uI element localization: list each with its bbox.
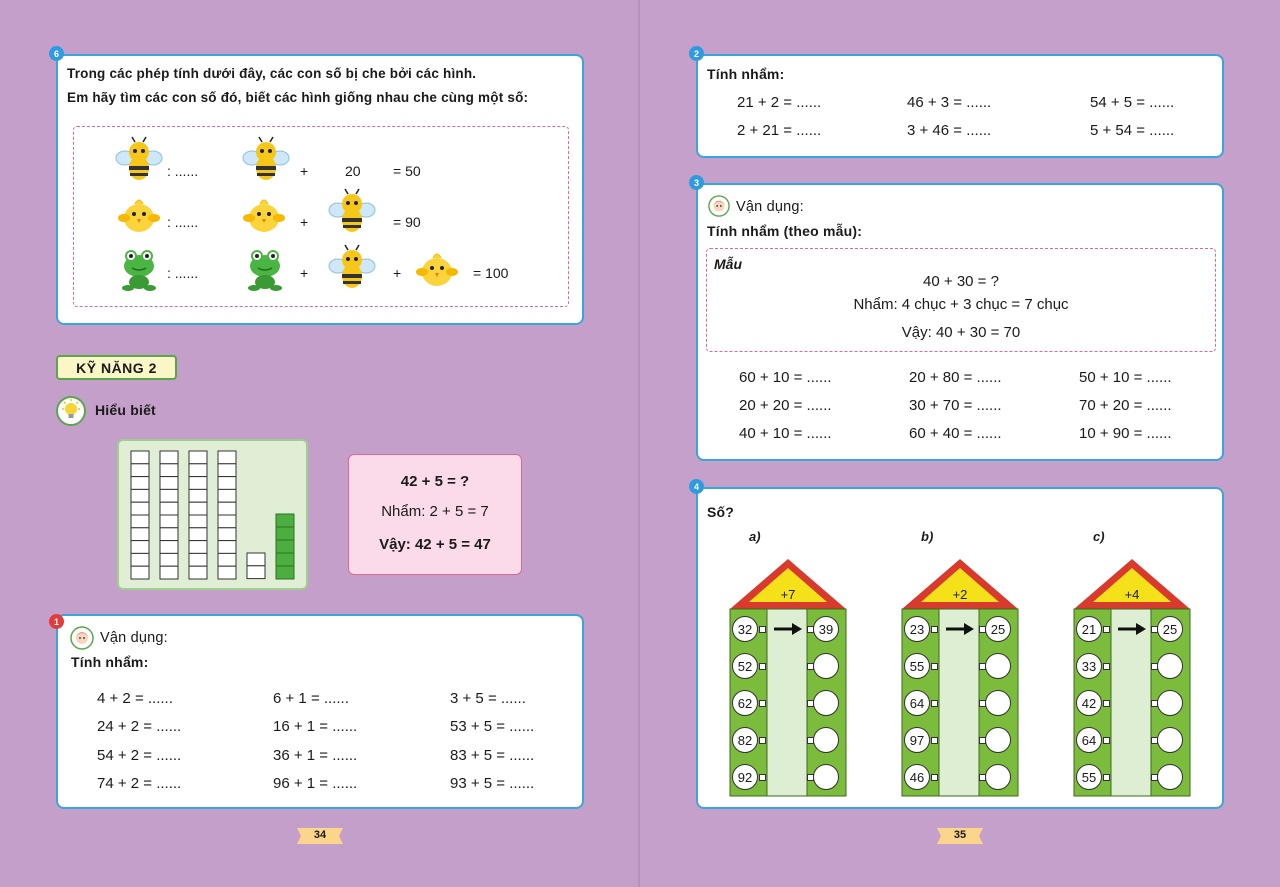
ten-rod-cell <box>160 553 178 566</box>
output-number-circle: 39 <box>813 616 839 642</box>
connector <box>931 700 938 707</box>
exercise-2-badge: 2 <box>689 46 704 61</box>
ten-rod-cell <box>189 541 207 554</box>
house-label: a) <box>749 529 761 544</box>
girl-avatar-icon <box>70 626 94 650</box>
input-number-circle: 64 <box>904 690 930 716</box>
exercise-6-line1: Trong các phép tính dưới đây, các con số bị che bởi các hình. <box>67 66 477 81</box>
green-unit-cube <box>276 566 294 579</box>
exercise-1-task: Tính nhẩm: <box>71 654 149 670</box>
output-answer-blank[interactable] <box>1157 764 1183 790</box>
equation: 93 + 5 = ...... <box>450 775 535 792</box>
output-answer-blank[interactable] <box>1157 653 1183 679</box>
output-answer-blank[interactable] <box>1157 727 1183 753</box>
sample-line2: Nhẩm: 4 chục + 3 chục = 7 chục <box>853 296 1069 313</box>
input-number-circle: 62 <box>732 690 758 716</box>
ten-rod-cell <box>160 566 178 579</box>
equation: 46 + 3 = ...... <box>907 94 992 111</box>
connector <box>931 626 938 633</box>
equation: 24 + 2 = ...... <box>97 718 182 735</box>
ten-rod-cell <box>131 566 149 579</box>
output-answer-blank[interactable] <box>985 727 1011 753</box>
puzzle-row1-plus: + <box>300 163 309 179</box>
input-number-circle: 23 <box>904 616 930 642</box>
output-answer-blank[interactable] <box>813 653 839 679</box>
green-unit-cube <box>276 527 294 540</box>
green-unit-cube <box>276 553 294 566</box>
ten-rod-cell <box>189 515 207 528</box>
ten-rod-cell <box>131 464 149 477</box>
ten-rod-cell <box>189 528 207 541</box>
equation: 21 + 2 = ...... <box>737 94 822 111</box>
equation: 36 + 1 = ...... <box>273 747 358 764</box>
page-number-right: 35 <box>953 829 967 841</box>
sample-line1: 40 + 30 = ? <box>923 273 999 290</box>
exercise-2-task: Tính nhẩm: <box>707 66 785 82</box>
ten-rod-cell <box>218 477 236 490</box>
puzzle-row1-number: 20 <box>345 163 361 179</box>
arrow-right-icon <box>945 623 975 635</box>
ten-rod-cell <box>160 515 178 528</box>
equation: 16 + 1 = ...... <box>273 718 358 735</box>
ten-rod-cell <box>218 566 236 579</box>
exercise-4-task: Số? <box>707 504 735 520</box>
equation: 3 + 46 = ...... <box>907 122 992 139</box>
chick-icon <box>242 194 286 236</box>
example-line2: Nhẩm: 2 + 5 = 7 <box>381 503 489 520</box>
connector <box>1103 774 1110 781</box>
ten-rod-cell <box>160 528 178 541</box>
input-number-circle: 33 <box>1076 653 1102 679</box>
frog-icon <box>118 244 160 292</box>
ten-rod-cell <box>218 553 236 566</box>
output-answer-blank[interactable] <box>1157 690 1183 716</box>
equation: 54 + 5 = ...... <box>1090 94 1175 111</box>
equation: 3 + 5 = ...... <box>450 690 526 707</box>
output-answer-blank[interactable] <box>985 764 1011 790</box>
ten-rod-cell <box>160 502 178 515</box>
equation: 70 + 20 = ...... <box>1079 397 1172 414</box>
ten-rod-cell <box>189 489 207 502</box>
equation: 20 + 80 = ...... <box>909 369 1002 386</box>
house-operation: +4 <box>1124 587 1140 602</box>
equation: 74 + 2 = ...... <box>97 775 182 792</box>
input-number-circle: 52 <box>732 653 758 679</box>
connector <box>759 700 766 707</box>
input-number-circle: 97 <box>904 727 930 753</box>
sample-label: Mẫu <box>714 256 742 272</box>
arrow-right-icon <box>773 623 803 635</box>
connector <box>759 626 766 633</box>
connector <box>1103 700 1110 707</box>
output-answer-blank[interactable] <box>813 727 839 753</box>
ten-rod-cell <box>131 489 149 502</box>
arrow-right-icon <box>1117 623 1147 635</box>
skill-tag: KỸ NĂNG 2 <box>56 355 177 380</box>
house-label: c) <box>1093 529 1105 544</box>
unit-cube <box>247 566 265 579</box>
input-number-circle: 92 <box>732 764 758 790</box>
puzzle-row3-plus2: + <box>393 265 402 281</box>
exercise-6-line2: Em hãy tìm các con số đó, biết các hình giống nhau che cùng một số: <box>67 90 529 105</box>
base-ten-blocks <box>117 439 308 590</box>
ten-rod-cell <box>189 502 207 515</box>
input-number-circle: 64 <box>1076 727 1102 753</box>
output-answer-blank[interactable] <box>813 764 839 790</box>
equation: 30 + 70 = ...... <box>909 397 1002 414</box>
girl-avatar-icon <box>708 195 730 217</box>
ten-rod-cell <box>160 541 178 554</box>
ten-rod-cell <box>189 566 207 579</box>
exercise-3-badge: 3 <box>689 175 704 190</box>
exercise-3-task: Tính nhẩm (theo mẫu): <box>707 223 863 239</box>
ten-rod-cell <box>131 528 149 541</box>
equation: 60 + 40 = ...... <box>909 425 1002 442</box>
green-unit-cube <box>276 540 294 553</box>
house-label: b) <box>921 529 934 544</box>
ten-rod-cell <box>189 464 207 477</box>
equation: 96 + 1 = ...... <box>273 775 358 792</box>
ten-rod-cell <box>160 477 178 490</box>
input-number-circle: 46 <box>904 764 930 790</box>
connector <box>759 663 766 670</box>
connector <box>1103 626 1110 633</box>
connector <box>931 663 938 670</box>
exercise-3-card <box>696 183 1224 461</box>
understand-heading: Hiểu biết <box>95 402 156 418</box>
example-line1: 42 + 5 = ? <box>400 473 470 490</box>
equation: 83 + 5 = ...... <box>450 747 535 764</box>
bee-icon <box>328 244 376 292</box>
ten-rod-cell <box>218 528 236 541</box>
equation: 40 + 10 = ...... <box>739 425 832 442</box>
puzzle-row3-plus1: + <box>300 265 309 281</box>
bee-icon <box>328 188 376 236</box>
bee-icon <box>242 136 290 184</box>
ten-rod-cell <box>218 515 236 528</box>
output-number-circle: 25 <box>1157 616 1183 642</box>
bee-icon <box>115 136 163 184</box>
equation: 53 + 5 = ...... <box>450 718 535 735</box>
input-number-circle: 82 <box>732 727 758 753</box>
ten-rod-cell <box>131 502 149 515</box>
chick-icon <box>415 248 459 290</box>
example-line3: Vậy: 42 + 5 = 47 <box>379 536 491 553</box>
output-answer-blank[interactable] <box>813 690 839 716</box>
ten-rod-cell <box>218 451 236 464</box>
ten-rod-cell <box>131 477 149 490</box>
puzzle-row3-blank: : ...... <box>167 265 199 281</box>
exercise-4-badge: 4 <box>689 479 704 494</box>
ten-rod-cell <box>131 515 149 528</box>
ten-rod-cell <box>189 553 207 566</box>
connector <box>759 774 766 781</box>
input-number-circle: 55 <box>1076 764 1102 790</box>
green-unit-cube <box>276 514 294 527</box>
puzzle-row1-blank: : ...... <box>167 163 199 179</box>
lightbulb-icon <box>56 396 86 426</box>
house-operation: +2 <box>952 587 968 602</box>
frog-icon <box>244 244 286 292</box>
equation: 50 + 10 = ...... <box>1079 369 1172 386</box>
output-number-circle: 25 <box>985 616 1011 642</box>
equation: 4 + 2 = ...... <box>97 690 173 707</box>
unit-cube <box>247 553 265 566</box>
equation: 6 + 1 = ...... <box>273 690 349 707</box>
page-number-left: 34 <box>313 829 327 841</box>
exercise-6-badge: 6 <box>49 46 64 61</box>
exercise-1-apply: Vận dụng: <box>100 630 168 646</box>
equation: 20 + 20 = ...... <box>739 397 832 414</box>
equation: 2 + 21 = ...... <box>737 122 822 139</box>
input-number-circle: 42 <box>1076 690 1102 716</box>
puzzle-row2-plus: + <box>300 214 309 230</box>
ten-rod-cell <box>218 489 236 502</box>
ten-rod-cell <box>218 502 236 515</box>
ten-rod-cell <box>131 541 149 554</box>
puzzle-row1-result: = 50 <box>393 163 421 179</box>
ten-rod-cell <box>218 464 236 477</box>
equation: 5 + 54 = ...... <box>1090 122 1175 139</box>
chick-icon <box>117 194 161 236</box>
ten-rod-cell <box>160 451 178 464</box>
house-operation: +7 <box>780 587 796 602</box>
connector <box>931 774 938 781</box>
puzzle-row2-blank: : ...... <box>167 214 199 230</box>
exercise-1-badge: 1 <box>49 614 64 629</box>
ten-rod-cell <box>189 477 207 490</box>
input-number-circle: 21 <box>1076 616 1102 642</box>
ten-rod-cell <box>131 553 149 566</box>
puzzle-row3-result: = 100 <box>473 265 509 281</box>
ten-rod-cell <box>160 489 178 502</box>
output-answer-blank[interactable] <box>985 690 1011 716</box>
connector <box>1103 663 1110 670</box>
equation: 54 + 2 = ...... <box>97 747 182 764</box>
input-number-circle: 55 <box>904 653 930 679</box>
ten-rod-cell <box>131 451 149 464</box>
equation: 60 + 10 = ...... <box>739 369 832 386</box>
example-box <box>348 454 522 575</box>
puzzle-row2-result: = 90 <box>393 214 421 230</box>
ten-rod-cell <box>160 464 178 477</box>
input-number-circle: 32 <box>732 616 758 642</box>
ten-rod-cell <box>189 451 207 464</box>
connector <box>1103 737 1110 744</box>
connector <box>759 737 766 744</box>
exercise-3-apply: Vận dụng: <box>736 199 804 215</box>
ten-rod-cell <box>218 541 236 554</box>
output-answer-blank[interactable] <box>985 653 1011 679</box>
connector <box>931 737 938 744</box>
sample-line3: Vậy: 40 + 30 = 70 <box>901 324 1021 341</box>
equation: 10 + 90 = ...... <box>1079 425 1172 442</box>
